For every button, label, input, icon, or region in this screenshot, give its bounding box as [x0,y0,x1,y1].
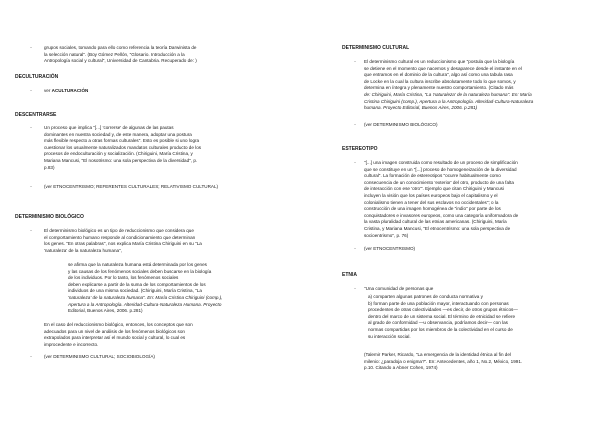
text-line: El determinismo biológico es un tipo de reduccionismo que considera que [44,228,194,233]
list-dash: - [30,88,32,93]
text-line: El determinismo cultural es un reduccionismo que "postula que la biología [364,59,515,64]
text-line: 'naturaleza' de la naturaleza humana", [44,247,122,253]
text-line: de Locke en la cual la cultura inscribe absolutamente todo lo que somos, y [364,78,516,84]
text-line: construcción de una imagen homogénea de "indio" por parte de los [364,206,501,212]
text-line: Cristina, y Mariana Mancusi, "El etnocentrismo: una sola perspectiva de [364,225,511,231]
text-line: se detiene en el momento que nacemos y desaparece desde el instante en el [364,65,522,71]
section-heading: DETERMINISMO BIOLÓGICO [15,214,84,220]
enumerated-list [368,294,596,340]
section-heading: ETNIA [342,272,357,278]
text-line: cultural". La formación de estereotipos "ocurre habitualmente como [364,173,501,179]
text-line: Apertura a la Antropología. Alteridad-Cultura-Naturaleza Humana. Proyecto [68,301,222,307]
list-dash: - [30,228,32,233]
text-line: de interacción con ese 'otro'". Ejemplo que citan Chiriguini y Mancusi [364,186,504,192]
list-dash: - [30,184,32,189]
text-line: Antropología social y cultural", Universidad de Cantabria. Recuperado de: ) [44,58,197,64]
list-item: dentro del marco de un sistema social. El término de etnicidad se refiere [368,313,516,319]
text-line: Mariana Mancusi, "El nosotrismo: una sola perspectiva de la diversidad", p. [44,157,198,163]
text-line: consecuencia de un conocimiento 'exterior' del otro, producto de una falta [364,179,514,185]
list-item: b) forman parte de una población mayor, interactuando con personas [368,300,509,306]
text-line: (Talemir Parker, Ricardo, "La emergencia de la identidad étnica al fin del [364,352,511,357]
see-reference [364,246,596,253]
list-item: procedentes de otras colectividades —es decir, de otros grupos étnicos— [368,307,518,313]
text-line: dominantes en nuestra sociedad y, de este manera, adoptar una postura [44,131,192,137]
text-line: el comportamiento humano responde al condicionamiento que determinan [44,234,196,240]
text-line: "[...] una imagen construida como resultado de un proceso de simplificación [364,160,518,165]
list-item: a) comparten algunas patrones de conducta normativa y [368,294,483,299]
definition-paragraph [44,125,294,171]
list-dash: - [354,286,356,291]
text-line: (ver ETNOCENTRISMO; REFERENTES CULTURALES; RELATIVISMO CULTURAL) [44,184,219,189]
text-line: se afirma que la naturaleza humana está determinada por los genes [68,262,207,267]
list-item: normas compartidas por los miembros de la colectividad en el curso de [368,326,513,332]
text-line: cuestionar los usualmente naturalizados mandatos culturales producto de los [44,144,202,150]
list-dash: - [354,59,356,64]
section-heading: DETERMINISMO CULTURAL [342,45,410,51]
citation [364,352,596,372]
text-line: p.10. Citando a Abner Cohen, 1974) [364,365,438,371]
text-line: grupos sociales, tomando para ello como referencia la teoría Darwinista de [44,45,197,50]
see-link[interactable]: ACULTURACIÓN [51,88,89,93]
text-line: más flexible respecto a otras formas culturales". Esto es posible si uno logra [44,138,200,144]
definition-paragraph [364,59,596,112]
definition-paragraph [44,322,294,348]
text-line: Un proceso que implica "[...] 'correrse' de algunas de las pautas [44,125,174,130]
list-dash: - [30,45,32,50]
text-line: Cristina Chiriguini (comp.), Apertura a la Antropología. Alteridad-Cultura-Naturaleza [364,98,534,104]
section-heading: DECULTURACIÓN [15,74,59,80]
list-dash: - [30,354,32,359]
text-line: procesos de endoculturación y socialización. (Chiriguini, María Cristina, y [44,151,193,157]
list-dash: - [354,246,356,251]
see-reference [364,122,596,129]
text-line: (ver DETERMINISMO BIOLÓGICO) [364,122,438,127]
text-line: socioentrismo", p. 76) [364,232,409,238]
list-dash: - [354,160,356,165]
text-line: Editorial, Buenos Aires, 2006. p.281) [68,308,143,314]
text-line: determina en íntegra y plenamente nuestro comportamiento. (Citado más [364,85,514,91]
definition-paragraph [364,160,596,239]
text-line: la selección natural". (Boy Gómez Pellón, "Glosario. Introducción a la [44,51,185,57]
text-line: humana. Proyecto Editorial, Buenos Aires, 2006. p.281) [364,105,478,111]
definition-paragraph [44,228,294,254]
text-line: de los individuos. Por lo tanto, los fenómenos sociales [68,275,179,281]
intro-paragraph [44,45,294,65]
text-line: p.83) [44,164,55,170]
list-dash: - [354,122,356,127]
text-line: individuos de una misma sociedad. (Chiriguini, María Cristina, "La [68,288,202,294]
text-line: que entramos en el dominio de la cultura", algo así como una tabula rasa [364,72,513,78]
text-line: de: Chiriguini, María Cristina, "La 'naturaleza' de la naturaleza humana". En: María [364,91,532,97]
see-reference [44,184,294,191]
text-line: extrapolados para interpretar así el mundo social y cultural, lo cual es [44,335,186,341]
text-line: 'naturaleza' de la naturaleza humana". En: María Cristina Chiriguini (comp.), [68,294,223,300]
text-line: que se constituye en un "[...] proceso de homogeneización de la diversidad [364,166,517,172]
list-item: al grado de conformidad —u observancia, podríamos decir— con las [368,320,508,326]
text-line: colonialismo tienen a tener del sus esclavos no occidentales"; o la [364,199,499,205]
definition-paragraph [364,286,596,293]
section-heading: DESCENTRARSE [15,112,57,118]
block-quote [68,262,294,315]
text-line: milenio: ¿paradoja o enigma?". En: Antecedentes, año 1, No.2, México, 1991. [364,358,523,364]
text-line: la vasta pluralidad cultural de las etnias americanas. (Chiriguini, María [364,219,507,225]
text-line: improcedente e incorrecto. [44,341,99,347]
text-line: deben explicarse a partir de la suma de los comportamientos de los [68,281,206,287]
text-line: y las causas de los fenómenos sociales deben buscarse en la biología [68,268,212,274]
see-reference [44,88,88,95]
text-line: adecuados para un nivel de análisis de los fenómenos biológicos son [44,328,185,334]
see-reference [44,354,294,361]
see-prefix: ver [44,88,52,93]
list-item: su interacción social. [368,333,411,339]
text-line: los genes. "En otras palabras", nos explica María Cristina Chiriguini en su "La [44,241,202,247]
text-line: (ver ETNOCENTRISMO) [364,246,416,251]
text-line: incluyen la visión que los países europeos bajo el capitalismo y el [364,192,498,198]
text-line: (ver DETERMINISMO CULTURAL; SOCIOBIOLOGÍA) [44,354,155,359]
text-line: conquistadores e invasores europeos, como una categoría uniformadora de [364,212,519,218]
section-heading: ESTEREOTIPO [342,146,378,152]
text-line: En el caso del reduccionismo biológico, entonces, los conceptos que son [44,322,193,327]
text-line: "Una comunidad de personas que [364,286,434,291]
list-dash: - [30,125,32,130]
